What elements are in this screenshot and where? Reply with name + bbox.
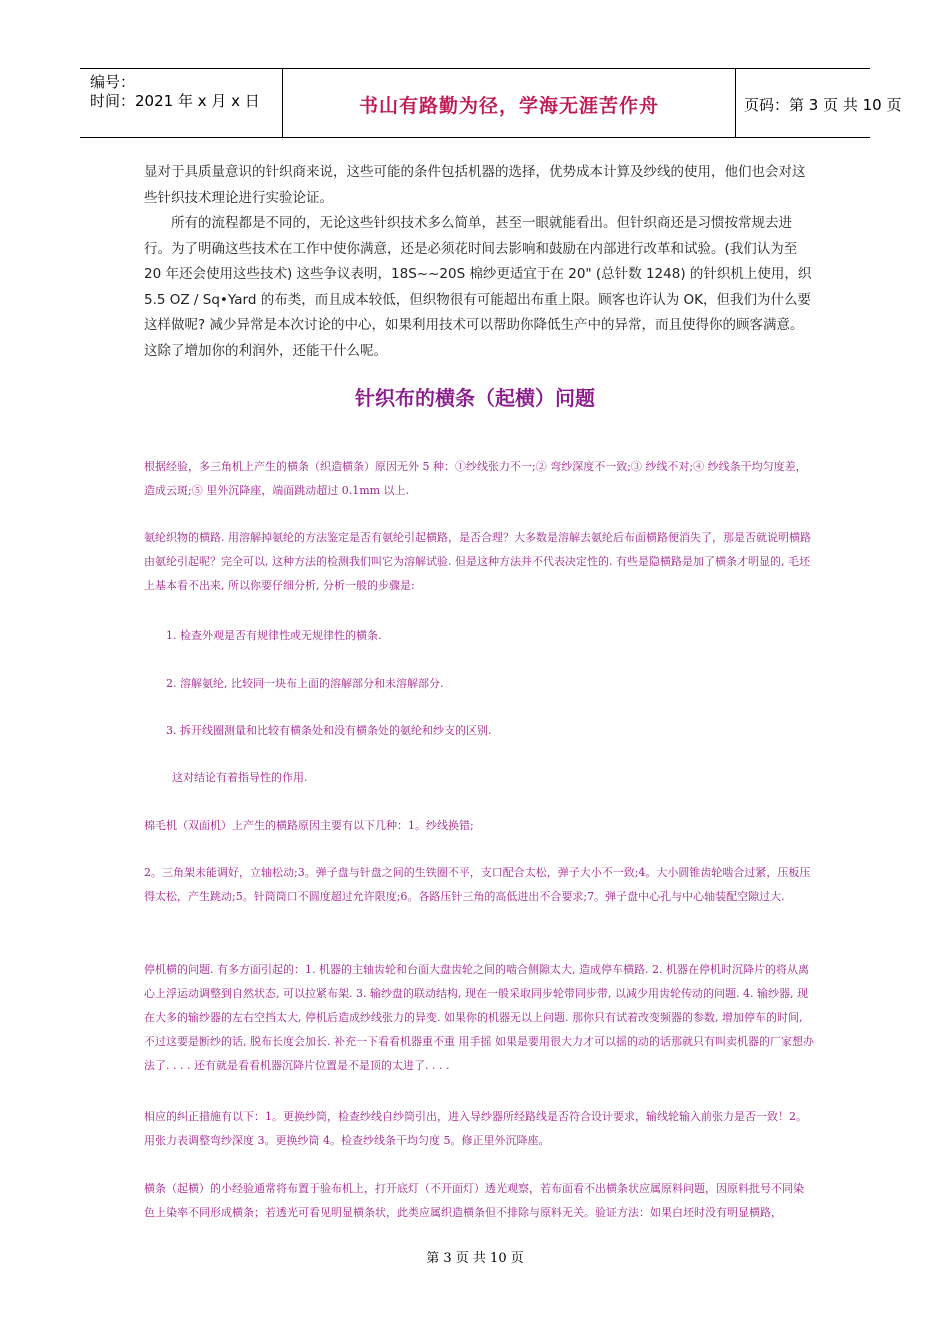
body-paragraph-4 xyxy=(144,861,814,909)
body-paragraph-5 xyxy=(144,958,814,1078)
body-text-3: 棉毛机（双面机）上产生的横路原因主要有以下几种：1。纱线换错; xyxy=(144,819,474,832)
body-note xyxy=(144,766,814,790)
header-table xyxy=(80,68,902,138)
body-text-4: 2。三角架未能调好，立轴松动;3。弹子盘与针盘之间的生铁圈不平，支口配合太松，弹子大小不一致;4。大小圆锥齿轮啮合过紧，压板压得太松，产生跳动;5。针筒筒口不圆度超过允许限度;6。各路压针三角的高低进出不合要求;7。弹子盘中心孔与中心轴装配空隙过大. xyxy=(144,866,811,903)
body-step-3 xyxy=(144,719,814,743)
body-paragraph-3 xyxy=(144,814,814,838)
body-text-2: 氨纶织物的横路. 用溶解掉氨纶的方法鉴定是否有氨纶引起横路，是否合理？大多数是溶解去氨纶后布面横路便消失了，那是否就说明横路由氨纶引起呢？完全可以, 这种方法的检测我们叫它为溶解试验. 但是这种方法并不代表决定性的. 有些是隐横路是加了横条才明显的, 毛坯上基本看不出来, 所以你要仔细分析, 分析一般的步骤是: xyxy=(144,531,811,592)
header-middle-cell xyxy=(282,69,736,137)
intro-paragraph-2: 所有的流程都是不同的，无论这些针织技术多么简单，甚至一眼就能看出。但针织商还是习惯按常规去进行。为了明确这些技术在工作中使你满意，还是必须花时间去影响和鼓励在内部进行改革和试验。(我们认为至 20 年还会使用这些技术) 这些争议表明，18S~~20S 棉纱更适宜于在 20" (总针数 1248) 的针织机上使用，织 5.5 OZ / Sq•Yard 的布类，而且成本较低，但织物很有可能超出布重上限。顾客也许认为 OK，但我们为什么要这样做呢? 减少异常是本次讨论的中心，如果利用技术可以帮助你降低生产中的异常，而且使得你的顾客满意。这除了增加你的利润外，还能干什么呢。 xyxy=(144,215,812,359)
header-right-cell xyxy=(734,69,902,137)
page-info: 页码：第 3 页 共 10 页 xyxy=(744,96,902,114)
date-label: 时间：2021 年 x 月 x 日 xyxy=(90,92,260,110)
intro-section xyxy=(144,160,814,364)
body-paragraph-7 xyxy=(144,1177,814,1225)
page-footer: 第 3 页 共 10 页 xyxy=(426,1251,524,1266)
number-label: 编号： xyxy=(90,73,136,91)
body-text-1: 根据经验，多三角机上产生的横条（织造横条）原因无外 5 种：①纱线张力不一;② 弯纱深度不一致;③ 纱线不对;④ 纱线条干均匀度差，造成云斑;⑤ 里外沉降座，端面跳动超过 0.1mm 以上. xyxy=(144,460,807,497)
header-motto: 书山有路勤为径，学海无涯苦作舟 xyxy=(358,95,659,117)
header-left-cell xyxy=(80,69,282,137)
note-text: 这对结论有着指导性的作用. xyxy=(172,771,308,784)
step-1-text: 1. 检查外观是否有规律性或无规律性的横条. xyxy=(166,629,382,642)
step-2-text: 2. 溶解氨纶, 比较同一块布上面的溶解部分和未溶解部分. xyxy=(166,677,444,690)
body-step-1 xyxy=(144,624,814,648)
body-text-6: 相应的纠正措施有以下：1。更换纱筒，检查纱线自纱筒引出，进入导纱器所经路线是否符合设计要求，输线轮输入前张力是否一致！2。用张力表调整弯纱深度 3。更换纱筒 4。检查纱线条干均匀度 5。修正里外沉降座。 xyxy=(144,1110,807,1147)
step-3-text: 3. 拆开线圈测量和比较有横条处和没有横条处的氨纶和纱支的区别. xyxy=(166,724,492,737)
body-text-7: 横条（起横）的小经验通常将布置于验布机上，打开底灯（不开面灯）透光观察，若布面看不出横条状应属原料问题，因原料批号不同染色上染率不同形成横条；若透光可看见明显横条状，此类应属织造横条但不排除与原料无关。验证方法：如果白坯时没有明显横路， xyxy=(144,1182,804,1219)
intro-paragraph-1: 显对于具质量意识的针织商来说，这些可能的条件包括机器的选择，优势成本计算及纱线的使用，他们也会对这些针织技术理论进行实验论证。 xyxy=(144,164,806,206)
body-step-2 xyxy=(144,672,814,696)
body-paragraph-2 xyxy=(144,526,814,598)
body-paragraph-6 xyxy=(144,1105,814,1153)
body-paragraph-1 xyxy=(144,455,814,503)
body-text-5: 停机横的问题. 有多方面引起的：1. 机器的主轴齿轮和台面大盘齿轮之间的啮合侧隙太大, 造成停车横路. 2. 机器在停机时沉降片的将从离心上浮运动调整到自然状态, 可以拉紧布架. 3. 输纱盘的联动结构, 现在一般采取同步轮带同步带, 以减少用齿轮传动的问题. 4. 输纱器, 现在大多的输纱器的左右空挡太大, 停机后造成纱线张力的异变. 如果你的机器无以上问题. 那你只有试着改变频器的参数, 增加停车的时间, 不过这要是断纱的话, 脱布长度会加长. 补充一下看看机器重不重 用手摇 如果是要用很大力才可以摇的动的话那就只有叫卖机器的厂家想办法了. . . . 还有就是看看机器沉降片位置是不是顶的太进了. . . . xyxy=(144,963,814,1072)
section-title: 针织布的横条（起横）问题 xyxy=(355,386,595,410)
